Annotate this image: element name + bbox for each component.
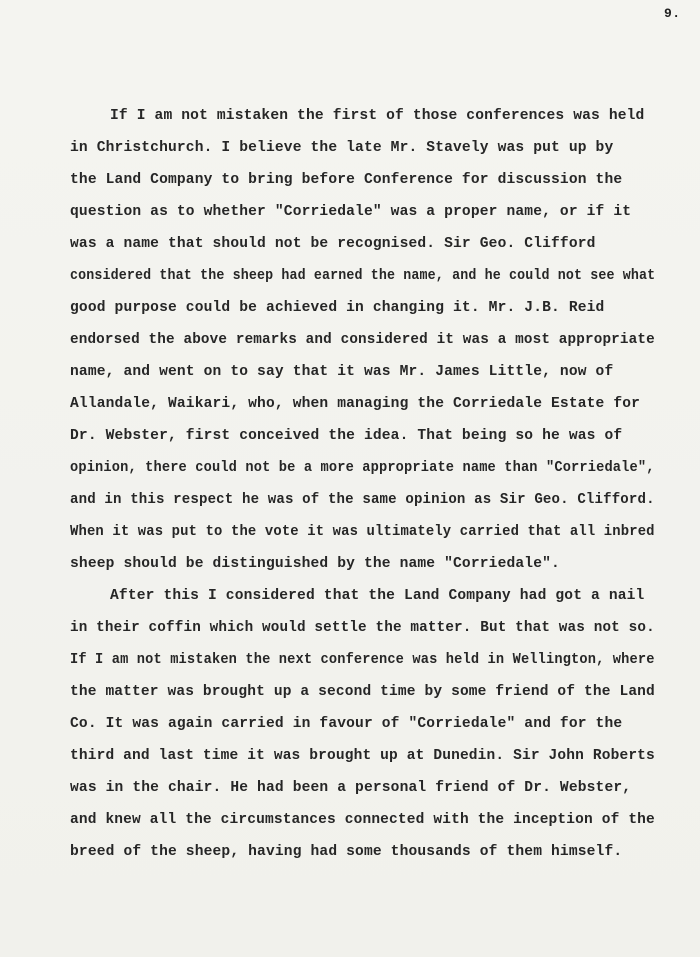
paragraph-line: If I am not mistaken the first of those conferences was held — [110, 108, 645, 124]
paragraph-line: and knew all the circumstances connected with the inception of the — [70, 812, 655, 828]
paragraph-line: Dr. Webster, first conceived the idea. That being so he was of — [70, 428, 623, 444]
paragraph-line: was a name that should not be recognised. Sir Geo. Clifford — [70, 236, 596, 252]
paragraph-line: considered that the sheep had earned the name, and he could not see what — [70, 268, 656, 284]
paragraph-line: third and last time it was brought up at Dunedin. Sir John Roberts — [70, 748, 655, 764]
paragraph-line: in Christchurch. I believe the late Mr. Stavely was put up by — [70, 140, 614, 156]
paragraph-line: the Land Company to bring before Conference for discussion the — [70, 172, 623, 188]
paragraph-line: in their coffin which would settle the matter. But that was not so. — [70, 620, 655, 636]
paragraph-line: When it was put to the vote it was ultimately carried that all inbred — [70, 524, 655, 540]
paragraph-line: After this I considered that the Land Company had got a nail — [110, 588, 645, 604]
paragraph-line: the matter was brought up a second time by some friend of the Land — [70, 684, 655, 700]
paragraph-line: question as to whether "Corriedale" was a proper name, or if it — [70, 204, 632, 220]
paragraph-line: was in the chair. He had been a personal friend of Dr. Webster, — [70, 780, 632, 796]
paragraph-line: and in this respect he was of the same opinion as Sir Geo. Clifford. — [70, 492, 655, 508]
paragraph-line: Co. It was again carried in favour of "Corriedale" and for the — [70, 716, 623, 732]
paragraph-line: opinion, there could not be a more appropriate name than "Corriedale", — [70, 460, 655, 476]
page-number: 9. — [664, 6, 681, 21]
paragraph-line: Allandale, Waikari, who, when managing the Corriedale Estate for — [70, 396, 641, 412]
paragraph-line: good purpose could be achieved in changing it. Mr. J.B. Reid — [70, 300, 605, 316]
paragraph-line: name, and went on to say that it was Mr. James Little, now of — [70, 364, 614, 380]
paragraph-line: endorsed the above remarks and considered it was a most appropriate — [70, 332, 655, 348]
paragraph-line: sheep should be distinguished by the name "Corriedale". — [70, 556, 560, 572]
paragraph-line: If I am not mistaken the next conference was held in Wellington, where — [70, 652, 655, 668]
paragraph-line: breed of the sheep, having had some thousands of them himself. — [70, 844, 623, 860]
